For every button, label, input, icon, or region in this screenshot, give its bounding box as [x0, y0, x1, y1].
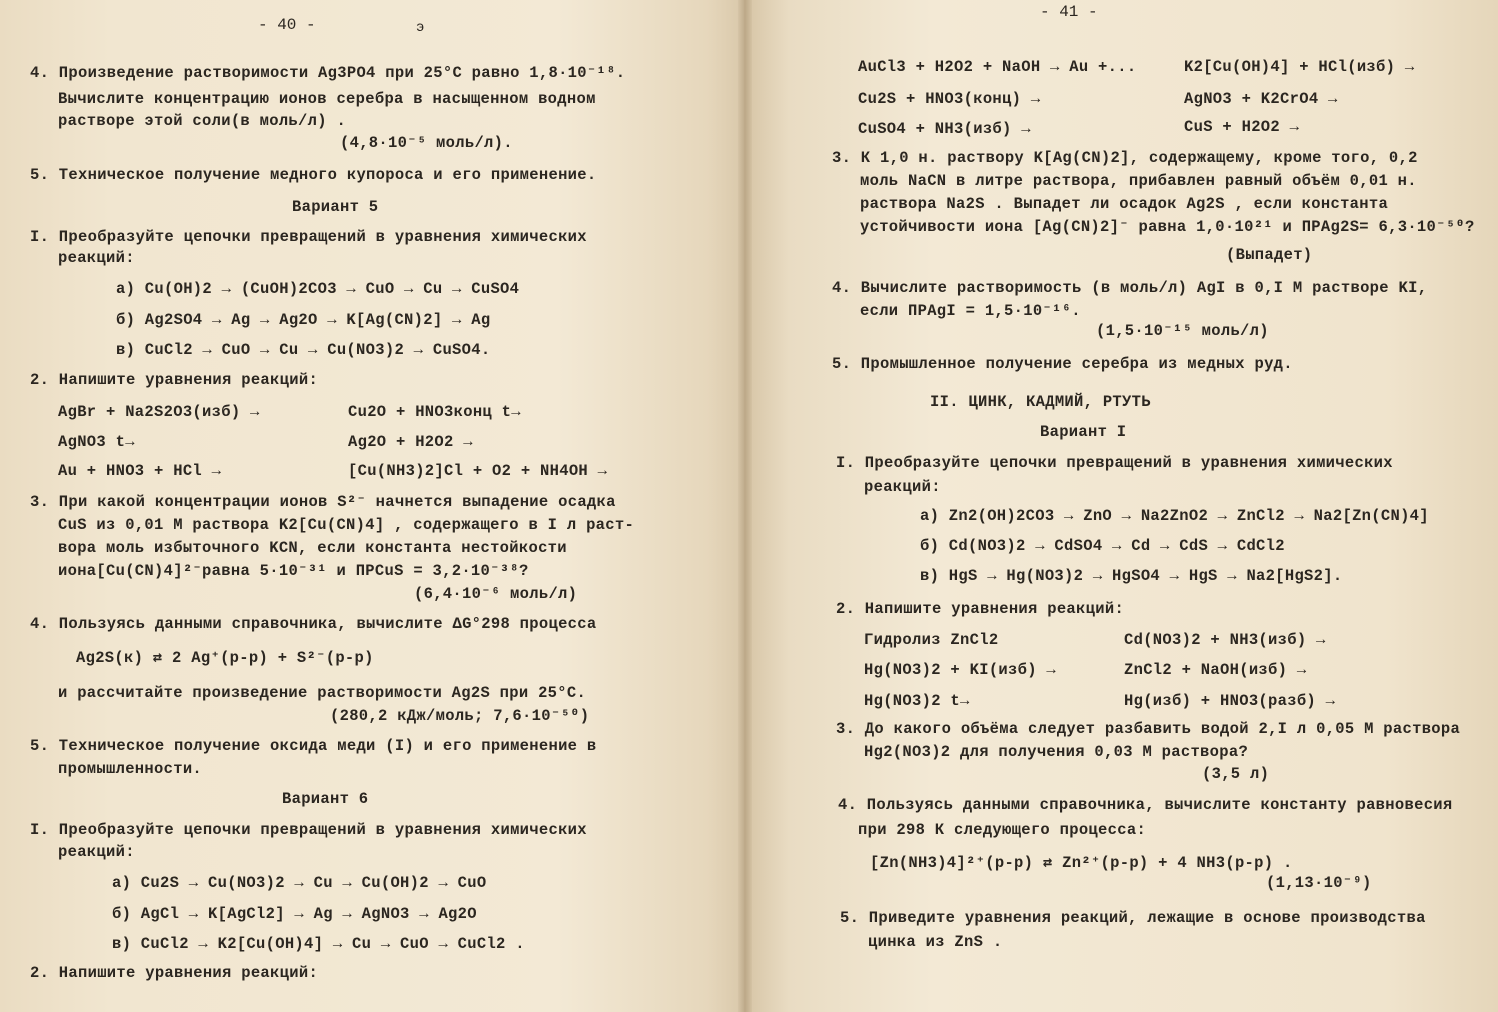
reaction: AgBr + Na2S2O3(изб) →: [58, 403, 260, 421]
text-line: иона[Cu(CN)4]²⁻равна 5·10⁻³¹ и ПРCuS = 3,2·10⁻³⁸?: [58, 562, 529, 580]
reaction-chain: а) Zn2(OH)2CO3 → ZnO → Na2ZnO2 → ZnCl2 → Na2[Zn(CN)4]: [920, 507, 1429, 525]
reaction: Au + HNO3 + HCl →: [58, 462, 222, 480]
reaction: AuCl3 + H2O2 + NaOH → Au +...: [858, 58, 1137, 76]
text-line: I. Преобразуйте цепочки превращений в уравнения химических: [30, 228, 587, 246]
reaction: Hg(изб) + HNO3(разб) →: [1124, 692, 1336, 710]
reaction: Ag2O + H2O2 →: [348, 433, 473, 451]
variant-heading: Вариант 6: [282, 790, 369, 808]
reaction: AgNO3 + K2CrO4 →: [1184, 90, 1338, 108]
reaction: Cu2S + HNO3(конц) →: [858, 90, 1041, 108]
text-line: реакций:: [864, 478, 941, 496]
reaction: [Cu(NH3)2]Cl + O2 + NH4OH →: [348, 462, 608, 480]
variant-heading: Вариант I: [1040, 423, 1127, 441]
corner-mark: э: [416, 20, 425, 36]
text-line: 4. Пользуясь данными справочника, вычислите ΔG°298 процесса: [30, 615, 597, 633]
equilibrium: [Zn(NH3)4]²⁺(р-р) ⇄ Zn²⁺(р-р) + 4 NH3(р-р) .: [870, 854, 1293, 872]
text-line: если ПРAgI = 1,5·10⁻¹⁶.: [860, 302, 1081, 320]
text-line: вора моль избыточного KCN, если константа нестойкости: [58, 539, 567, 557]
reaction: ZnCl2 + NaOH(изб) →: [1124, 661, 1307, 679]
answer: (Выпадет): [1226, 246, 1313, 264]
text-line: 5. Приведите уравнения реакций, лежащие в основе производства: [840, 909, 1426, 927]
reaction-chain: б) Cd(NO3)2 → CdSO4 → Cd → CdS → CdCl2: [920, 537, 1285, 555]
answer: (1,5·10⁻¹⁵ моль/л): [1096, 322, 1269, 340]
text-line: промышленности.: [58, 760, 203, 778]
text-line: реакций:: [58, 249, 135, 267]
reaction-chain: в) CuCl2 → K2[Cu(OH)4] → Cu → CuO → CuCl2 .: [112, 935, 525, 953]
right-page: [744, 0, 1498, 1012]
text-line: 5. Техническое получение медного купороса и его применение.: [30, 166, 597, 184]
text-line: при 298 К следующего процесса:: [858, 821, 1147, 839]
answer: (4,8·10⁻⁵ моль/л).: [340, 134, 513, 152]
section-heading: II. ЦИНК, КАДМИЙ, РТУТЬ: [930, 393, 1151, 411]
reaction: AgNO3 t→: [58, 433, 135, 451]
text-line: I. Преобразуйте цепочки превращений в уравнения химических: [30, 821, 587, 839]
reaction: K2[Cu(OH)4] + HCl(изб) →: [1184, 58, 1415, 76]
text-line: I. Преобразуйте цепочки превращений в уравнения химических: [836, 454, 1393, 472]
text-line: 4. Пользуясь данными справочника, вычислите константу равновесия: [838, 796, 1453, 814]
reaction: Ag2S(к) ⇄ 2 Ag⁺(р-р) + S²⁻(р-р): [76, 649, 374, 667]
text-line: 3. При какой концентрации ионов S²⁻ начнется выпадение осадка: [30, 493, 616, 511]
reaction: Hg(NO3)2 + KI(изб) →: [864, 661, 1057, 679]
text-line: 4. Вычислите растворимость (в моль/л) AgI в 0,I М растворе KI,: [832, 279, 1428, 297]
reaction-chain: б) Ag2SO4 → Ag → Ag2O → K[Ag(CN)2] → Ag: [116, 311, 491, 329]
answer: (280,2 кДж/моль; 7,6·10⁻⁵⁰): [330, 707, 590, 725]
left-page: [0, 0, 744, 1012]
text-line: растворе этой соли(в моль/л) .: [58, 112, 347, 130]
book-gutter: [738, 0, 752, 1012]
text-line: устойчивости иона [Ag(CN)2]⁻ равна 1,0·10²¹ и ПРAg2S= 6,3·10⁻⁵⁰?: [860, 218, 1475, 236]
answer: (1,13·10⁻⁹): [1266, 874, 1372, 892]
reaction: CuS + H2O2 →: [1184, 118, 1300, 136]
reaction: Гидролиз ZnCl2: [864, 631, 999, 649]
page-number: - 40 -: [258, 16, 316, 34]
reaction: Cd(NO3)2 + NH3(изб) →: [1124, 631, 1326, 649]
text-line: 5. Промышленное получение серебра из медных руд.: [832, 355, 1293, 373]
reaction: CuSO4 + NH3(изб) →: [858, 120, 1031, 138]
reaction-chain: а) Cu(OH)2 → (CuOH)2CO3 → CuO → Cu → CuSO4: [116, 280, 520, 298]
text-line: Hg2(NO3)2 для получения 0,03 М раствора?: [864, 743, 1249, 761]
text-line: Вычислите концентрацию ионов серебра в насыщенном водном: [58, 90, 596, 108]
page-number: - 41 -: [1040, 3, 1098, 21]
text-line: 5. Техническое получение оксида меди (I) и его применение в: [30, 737, 597, 755]
reaction-chain: в) CuCl2 → CuO → Cu → Cu(NO3)2 → CuSO4.: [116, 341, 491, 359]
text-line: 3. К 1,0 н. раствору K[Ag(CN)2], содержащему, кроме того, 0,2: [832, 149, 1418, 167]
text-line: моль NaCN в литре раствора, прибавлен равный объём 0,01 н.: [860, 172, 1417, 190]
text-line: 2. Напишите уравнения реакций:: [30, 964, 319, 982]
reaction-chain: б) AgCl → K[AgCl2] → Ag → AgNO3 → Ag2O: [112, 905, 477, 923]
reaction-chain: в) HgS → Hg(NO3)2 → HgSO4 → HgS → Na2[HgS2].: [920, 567, 1343, 585]
text-line: 2. Напишите уравнения реакций:: [30, 371, 319, 389]
text-line: CuS из 0,01 М раствора K2[Cu(CN)4] , содержащего в I л раст-: [58, 516, 635, 534]
text-line: 2. Напишите уравнения реакций:: [836, 600, 1125, 618]
reaction: Hg(NO3)2 t→: [864, 692, 970, 710]
text-line: цинка из ZnS .: [868, 933, 1003, 951]
reaction: Cu2O + HNO3конц t→: [348, 403, 521, 421]
text-line: 3. До какого объёма следует разбавить водой 2,I л 0,05 М раствора: [836, 720, 1461, 738]
answer: (3,5 л): [1202, 765, 1270, 783]
text-line: раствора Na2S . Выпадет ли осадок Ag2S , если константа: [860, 195, 1389, 213]
answer: (6,4·10⁻⁶ моль/л): [414, 585, 578, 603]
reaction-chain: а) Cu2S → Cu(NO3)2 → Cu → Cu(OH)2 → CuO: [112, 874, 487, 892]
variant-heading: Вариант 5: [292, 198, 379, 216]
text-line: реакций:: [58, 843, 135, 861]
text-line: 4. Произведение растворимости Ag3PO4 при 25°С равно 1,8·10⁻¹⁸.: [30, 64, 626, 82]
text-line: и рассчитайте произведение растворимости Ag2S при 25°С.: [58, 684, 587, 702]
